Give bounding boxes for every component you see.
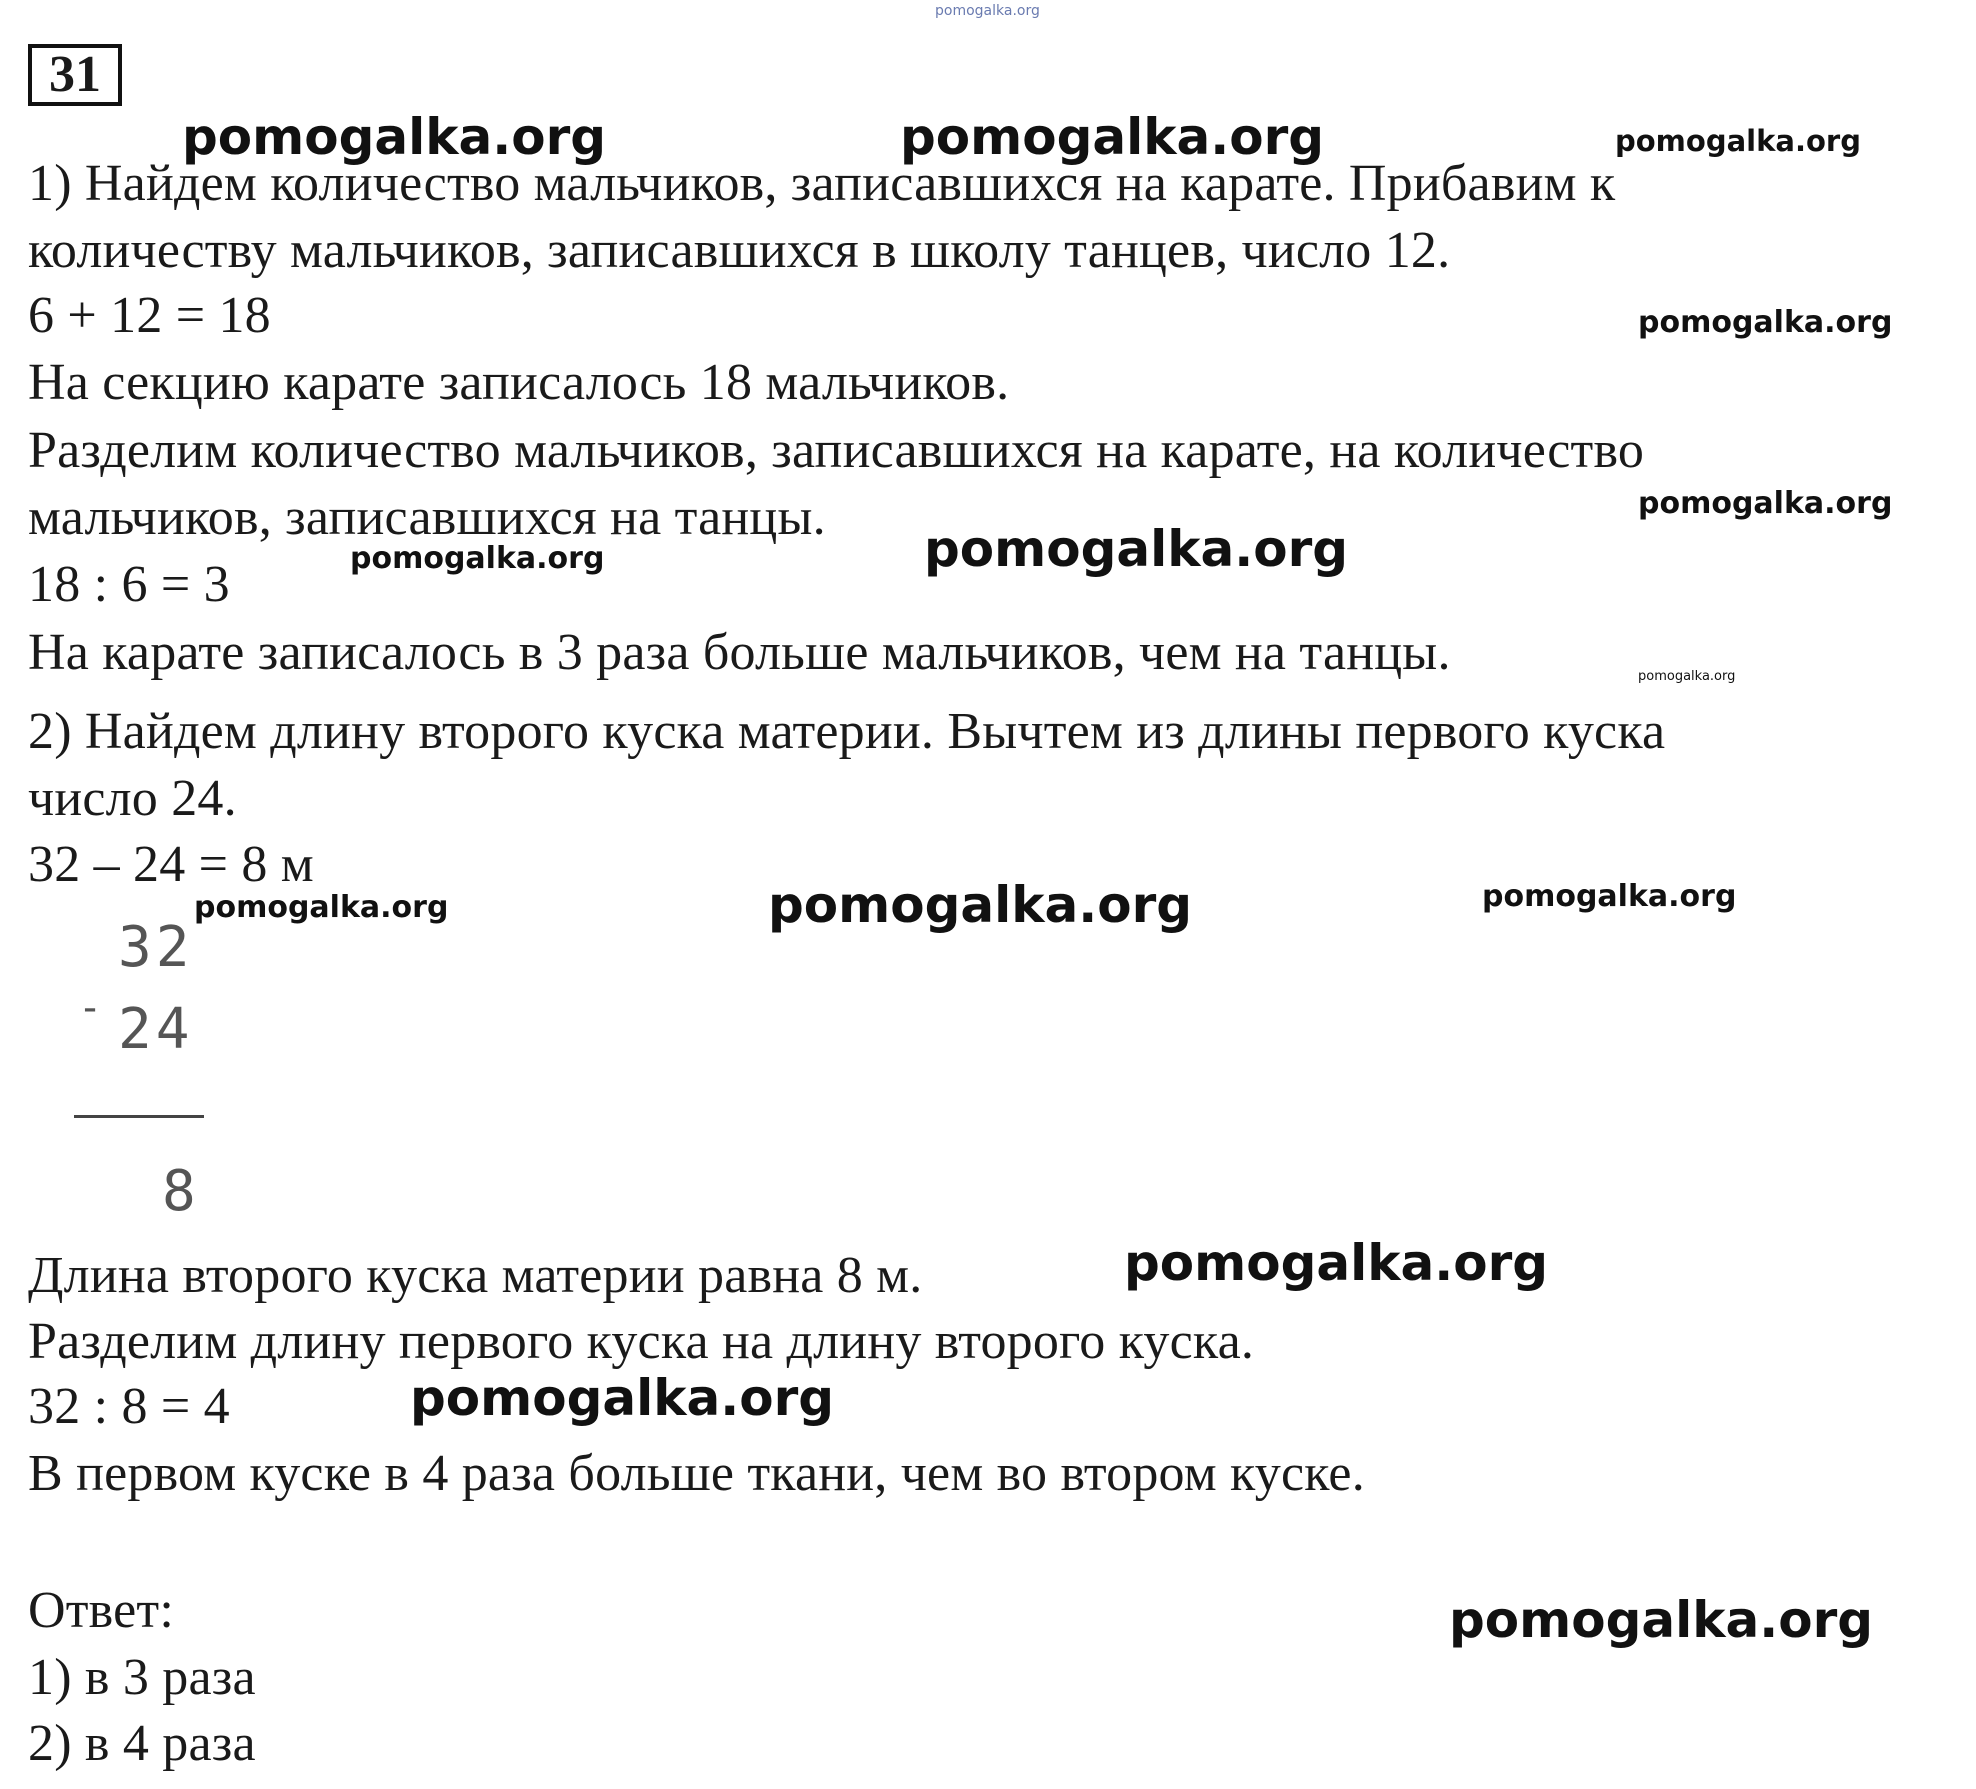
watermark: pomogalka.org (1449, 1591, 1874, 1649)
watermark: pomogalka.org (1615, 124, 1861, 158)
answer-2: 2) в 4 раза (28, 1715, 256, 1772)
task-number: 31 (28, 44, 122, 106)
text-line-2: количеству мальчиков, записавшихся в школу танцев, число 12. (28, 222, 1451, 279)
text-line-3: На секцию карате записалось 18 мальчиков. (28, 354, 1010, 411)
answer-label: Ответ: (28, 1582, 174, 1639)
watermark: pomogalka.org (1124, 1234, 1549, 1292)
watermark: pomogalka.org (182, 108, 607, 166)
watermark: pomogalka.org (900, 108, 1325, 166)
text-line-6: На карате записалось в 3 раза больше мальчиков, чем на танцы. (28, 624, 1451, 681)
column-subtrahend: 24 (118, 997, 194, 1062)
equation-line-4: 32 : 8 = 4 (28, 1378, 230, 1435)
column-minus-sign: - (78, 985, 103, 1031)
column-rule (74, 1115, 204, 1118)
text-line-4: Разделим количество мальчиков, записавшихся на карате, на количество (28, 422, 1645, 479)
answer-1: 1) в 3 раза (28, 1649, 256, 1706)
watermark: pomogalka.org (350, 541, 605, 576)
equation-line-2: 18 : 6 = 3 (28, 556, 230, 613)
column-subtraction (70, 915, 220, 1228)
watermark: pomogalka.org (1638, 486, 1893, 521)
text-line-5: мальчиков, записавшихся на танцы. (28, 489, 826, 546)
column-minuend: 32 (118, 915, 194, 980)
watermark: pomogalka.org (410, 1369, 835, 1427)
watermark: pomogalka.org (768, 876, 1193, 934)
watermark: pomogalka.org (194, 890, 449, 925)
equation-line-1: 6 + 12 = 18 (28, 287, 271, 344)
watermark: pomogalka.org (1482, 879, 1737, 914)
text-line-1: 1) Найдем количество мальчиков, записавшихся на карате. Прибавим к (28, 155, 1616, 212)
text-line-10: Разделим длину первого куска на длину второго куска. (28, 1313, 1255, 1370)
watermark-top: pomogalka.org (935, 3, 1040, 19)
watermark: pomogalka.org (1638, 669, 1736, 684)
text-line-8: число 24. (28, 770, 237, 827)
text-line-7: 2) Найдем длину второго куска материи. Вычтем из длины первого куска (28, 703, 1666, 760)
text-line-11: В первом куске в 4 раза больше ткани, чем во втором куске. (28, 1445, 1365, 1502)
equation-line-3: 32 – 24 = 8 м (28, 836, 314, 893)
watermark: pomogalka.org (1638, 305, 1893, 340)
text-line-9: Длина второго куска материи равна 8 м. (28, 1247, 923, 1304)
column-result: 8 (162, 1159, 200, 1224)
watermark: pomogalka.org (924, 520, 1349, 578)
